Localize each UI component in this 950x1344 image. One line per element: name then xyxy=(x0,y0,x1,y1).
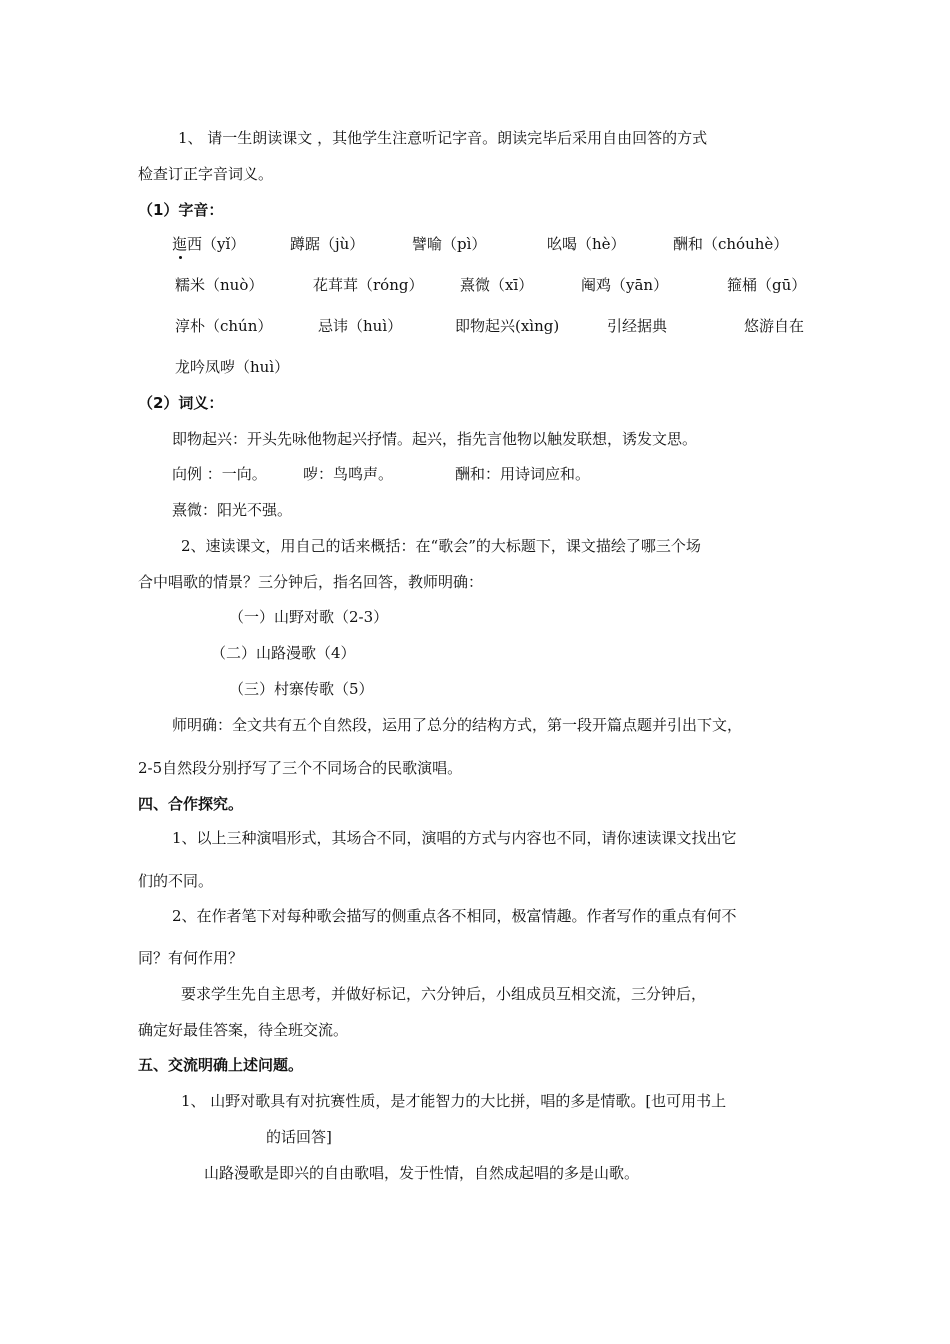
requirement-line-2: 确定好最佳答案，待全班交流。 xyxy=(138,1021,349,1039)
question-1-line-2: 们的不同。 xyxy=(138,872,214,890)
section-meaning-heading: （2）词义： xyxy=(138,394,224,412)
pron-item: 花茸茸（róng） xyxy=(313,276,424,294)
paragraph-2-line-2: 合中唱歌的情景？三分钟后，指名回答，教师明确： xyxy=(138,573,484,591)
scene-item: （一）山野对歌（2-3） xyxy=(229,608,389,626)
pron-item: 忌讳（huì） xyxy=(318,317,403,335)
pron-item: 蹲踞（jù） xyxy=(290,235,365,253)
question-2-line-2: 同？有何作用？ xyxy=(138,949,244,967)
paragraph-1-line-1: 1、 请一生朗读课文 ，其他学生注意听记字音。朗读完毕后采用自由回答的方式 xyxy=(178,129,708,147)
answer-1-line-2: 的话回答] xyxy=(266,1128,332,1146)
pron-item: 迤西（yǐ） xyxy=(172,235,246,253)
section-4-heading: 四、合作探究。 xyxy=(138,795,244,813)
section-pronunciation-heading: （1）字音： xyxy=(138,201,224,219)
pron-item: 引经据典 xyxy=(607,317,668,335)
scene-item: （三）村寨传歌（5） xyxy=(229,680,374,698)
answer-2-line: 山路漫歌是即兴的自由歌唱，发于性情，自然成起唱的多是山歌。 xyxy=(204,1164,640,1182)
question-2-line-1: 2、在作者笔下对每种歌会描写的侧重点各不相同，极富情趣。作者写作的重点有何不 xyxy=(172,907,737,925)
meaning-line: 酬和：用诗词应和。 xyxy=(455,465,591,483)
pron-item: 譬喻（pì） xyxy=(412,235,487,253)
meaning-line: 熹微：阳光不强。 xyxy=(172,501,293,519)
teacher-line-2: 2-5自然段分别抒写了三个不同场合的民歌演唱。 xyxy=(138,759,463,777)
paragraph-2-line-1: 2、速读课文，用自己的话来概括：在“歌会”的大标题下，课文描绘了哪三个场 xyxy=(181,537,701,555)
pron-item: 熹微（xī） xyxy=(460,276,534,294)
pron-item: 即物起兴(xìng) xyxy=(455,317,560,335)
section-5-heading: 五、交流明确上述问题。 xyxy=(138,1056,304,1074)
pron-item: 糯米（nuò） xyxy=(175,276,264,294)
answer-1-line-1: 1、 山野对歌具有对抗赛性质，是才能智力的大比拼，唱的多是情歌。[也可用书上 xyxy=(181,1092,727,1110)
meaning-line: 即物起兴：开头先咏他物起兴抒情。起兴，指先言他物以触发联想，诱发文思。 xyxy=(172,430,698,448)
pron-item: 淳朴（chún） xyxy=(175,317,273,335)
pron-item: 悠游自在 xyxy=(744,317,805,335)
pron-item: 阉鸡（yān） xyxy=(581,276,669,294)
pron-item: 吆喝（hè） xyxy=(547,235,626,253)
paragraph-1-line-2: 检查订正字音词义。 xyxy=(138,165,274,183)
pron-item: 箍桶（gū） xyxy=(727,276,807,294)
meaning-line: 哕：鸟鸣声。 xyxy=(303,465,394,483)
question-1-line-1: 1、以上三种演唱形式，其场合不同，演唱的方式与内容也不同，请你速读课文找出它 xyxy=(172,829,737,847)
pron-item: 龙吟凤哕（huì） xyxy=(175,358,290,376)
scene-item: （二）山路漫歌（4） xyxy=(211,644,356,662)
requirement-line-1: 要求学生先自主思考，并做好标记，六分钟后，小组成员互相交流，三分钟后， xyxy=(181,985,707,1003)
teacher-line-1: 师明确：全文共有五个自然段，运用了总分的结构方式，第一段开篇点题并引出下文， xyxy=(172,716,743,734)
emphasis-dot xyxy=(179,256,182,259)
meaning-line: 向例 ：一向。 xyxy=(172,465,267,483)
pron-item: 酬和（chóuhè） xyxy=(673,235,789,253)
